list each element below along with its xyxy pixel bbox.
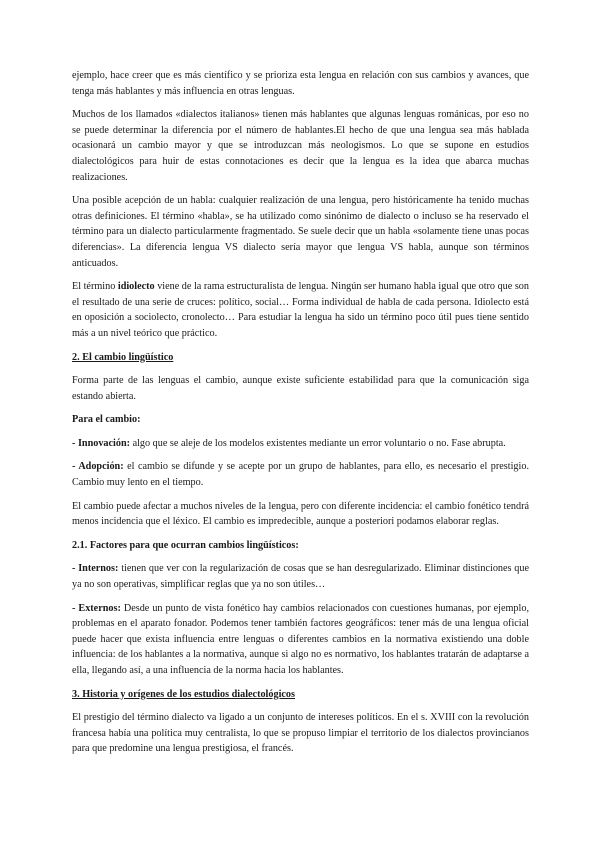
paragraph-prestigio: El prestigio del término dialecto va ligado a un conjunto de intereses políticos. En el s. XVIII con la revolución francesa había una política muy centralista, lo que se propuso limpiar el territorio de los dialectos provincianos para que predomine una lengua prestigiosa, el francés. <box>72 712 529 755</box>
item-internos <box>72 561 529 592</box>
idiolecto-term: idiolecto <box>117 281 155 293</box>
item-innovacion <box>72 436 529 452</box>
paragraph-idiolecto <box>72 279 529 341</box>
heading-historia: 3. Historia y orígenes de los estudios dialectológicos <box>72 688 295 700</box>
externos-text: Desde un punto de vista fonético hay cambios relacionados con cuestiones humanas, por ejemplo, problemas en el aparato fonador. Podemos tener también factores geográficos: tener más de una lengua oficial puede hacer que exista influencia entre lenguas o diferentes cambios en la normativa existiendo una doble influencia: de los hablantes a la normativa, aunque si algo no es normativo, los hablantes tratarán de adaptarse a ella, llegando así, a una influencia de la norma hacia los hablantes. <box>72 602 529 676</box>
item-adopcion <box>72 459 529 490</box>
innovacion-text: algo que se aleje de los modelos existentes mediante un error voluntario o no. Fase abrupta. <box>130 437 506 449</box>
adopcion-text: el cambio se difunde y se acepte por un grupo de hablantes, para ello, es necesario el prestigio. Cambio muy lento en el tiempo. <box>72 461 529 489</box>
paragraph-cambio: Forma parte de las lenguas el cambio, aunque existe suficiente estabilidad para que la comunicación siga estando abierta. <box>72 375 529 402</box>
heading-cambio-linguistico: 2. El cambio lingüístico <box>72 351 174 363</box>
paragraph-dialectos-italianos: Muchos de los llamados «dialectos italianos» tienen más hablantes que algunas lenguas románicas, por eso no se puede determinar la diferencia por el número de hablantes.El hecho de que una lengua sea más hablada ocasionará un cambio mayor y que se introduzcan más neologismos. Lo que se supone en estudios dialectológicos para huir de estas connotaciones es decir que la lengua es la idea que abarca muchas realizaciones. <box>72 109 529 183</box>
externos-term: - Externos: <box>72 602 121 614</box>
paragraph-intro: ejemplo, hace creer que es más científico y se prioriza esta lengua en relación con sus cambios y avances, que tenga más hablantes y más influencia en otras lenguas. <box>72 70 529 97</box>
adopcion-term: - Adopción: <box>72 461 124 473</box>
item-externos <box>72 601 529 679</box>
internos-text: tienen que ver con la regularización de cosas que se han desregularizado. Eliminar distinciones que ya no son operativas, simplificar reglas que ya no son útiles… <box>72 563 530 591</box>
internos-term: - Internos: <box>72 563 119 575</box>
idiolecto-pre: El término <box>72 281 118 293</box>
idiolecto-post: viene de la rama estructuralista de lengua. Ningún ser humano habla igual que otro que son el resultado de una serie de cruces: político, social… Forma individual de habla de cada persona. Idiolecto está en oposición a sociolecto, cronolecto… Para estudiar la lengua ha sido un término poco útil pues tiene sentido más a un nivel teórico que práctico. <box>72 281 529 339</box>
heading-factores: 2.1. Factores para que ocurran cambios lingüísticos: <box>72 539 299 551</box>
paragraph-niveles: El cambio puede afectar a muchos niveles de la lengua, pero con diferente incidencia: el cambio fonético tendrá menos incidencia que el léxico. El cambio es impredecible, aunque a posteriori podamos elaborar reglas. <box>72 500 529 528</box>
heading-para-el-cambio: Para el cambio: <box>72 414 141 426</box>
paragraph-habla: Una posible acepción de un habla: cualquier realización de una lengua, pero históricamente ha tenido muchas otras definiciones. El término «habla», se ha utilizado como sinónimo de dialecto o incluso se ha reservado el término para un dialecto particularmente fragmentado. Se suele decir que un habla «solamente tiene unas pocas diferencias». La diferencia lengua VS dialecto sería mayor que lengua VS habla, aunque son términos anticuados. <box>72 195 529 269</box>
innovacion-term: - Innovación: <box>72 437 131 449</box>
